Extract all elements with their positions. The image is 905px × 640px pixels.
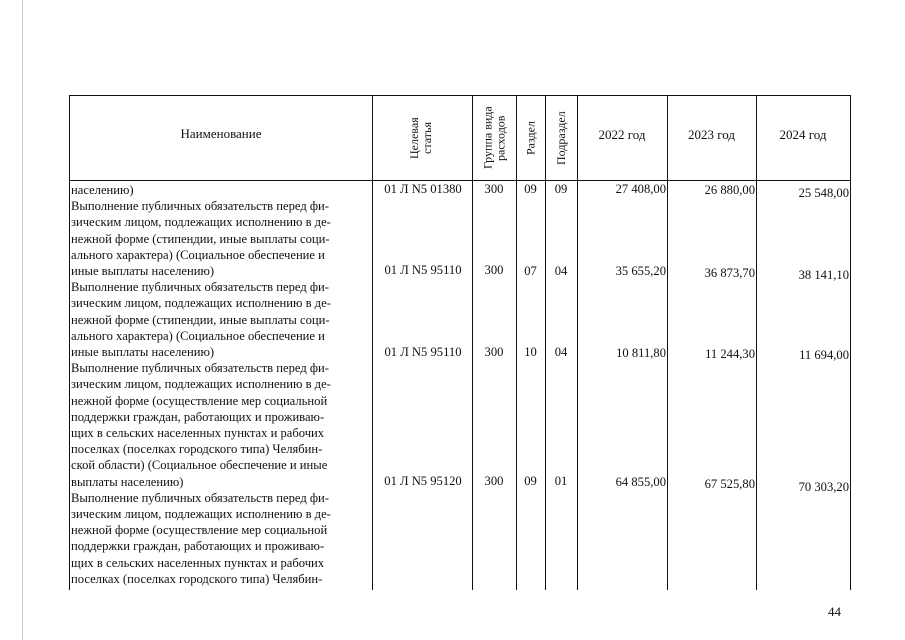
row-3-2022: 10 811,80 bbox=[616, 346, 666, 360]
header-name: Наименование bbox=[180, 126, 262, 141]
header-group: Группа вида расходов bbox=[480, 106, 508, 170]
row-4-section: 09 bbox=[524, 474, 537, 488]
row-2-2024: 38 141,10 bbox=[798, 268, 849, 282]
row-2-subsection: 04 bbox=[554, 264, 568, 278]
col-divider-2023 bbox=[756, 95, 757, 590]
header-2024: 2024 год bbox=[779, 127, 827, 142]
row-2-target: 01 Л N5 95110 bbox=[384, 263, 462, 277]
row-2-section: 07 bbox=[524, 264, 537, 278]
row-1-2022: 27 408,00 bbox=[615, 182, 666, 196]
row-3-subsection: 04 bbox=[554, 345, 568, 359]
row-1-target: 01 Л N5 01380 bbox=[384, 182, 462, 196]
page-number: 44 bbox=[828, 604, 841, 619]
row-3-section: 10 bbox=[524, 345, 537, 359]
row-2-group: 300 bbox=[484, 263, 504, 277]
row-4-group: 300 bbox=[484, 474, 504, 488]
table-left-border bbox=[69, 95, 70, 590]
row-4-2022: 64 855,00 bbox=[615, 475, 666, 489]
table-right-border bbox=[850, 95, 851, 590]
row-3-2024: 11 694,00 bbox=[799, 348, 849, 362]
col-divider-2022 bbox=[667, 95, 668, 590]
row-3-2023: 11 244,30 bbox=[705, 347, 755, 361]
row-1-2023: 26 880,00 bbox=[704, 183, 755, 197]
header-2023: 2023 год bbox=[688, 127, 735, 142]
row-1-2024: 25 548,00 bbox=[798, 186, 849, 200]
col-divider-subsection bbox=[577, 95, 578, 590]
table-top-border bbox=[69, 95, 851, 96]
row-4-target: 01 Л N5 95120 bbox=[384, 474, 462, 488]
row-4-subsection: 01 bbox=[554, 474, 568, 488]
header-target: Целевая статья bbox=[407, 117, 434, 159]
row-4-2023: 67 525,80 bbox=[704, 477, 755, 491]
row-4-2024: 70 303,20 bbox=[798, 480, 849, 494]
table-header-bottom-border bbox=[69, 180, 851, 181]
page-margin-line bbox=[22, 0, 23, 640]
header-2022: 2022 год bbox=[598, 127, 646, 142]
row-2-2022: 35 655,20 bbox=[615, 264, 666, 278]
header-section: Раздел bbox=[523, 121, 538, 155]
row-3-target: 01 Л N5 95110 bbox=[384, 345, 462, 359]
row-1-group: 300 bbox=[484, 182, 504, 196]
row-2-2023: 36 873,70 bbox=[704, 266, 755, 280]
name-column-text: населению) Выполнение публичных обязательств перед фи- зическим лицом, подлежащих исполнению в де- нежной форме (стипендии, иные выплаты соци- ального характера) (Социальное обеспечение и иные выплаты населению) Выполнение публичных обязательств перед фи- зическим лицом, подлежащих исполнению в де- нежной форме (стипендии, иные выплаты соци- ального характера) (Социальное обеспечение и иные выплаты населению) Выполнение публичных обязательств перед фи- зическим лицом, подлежащих исполнению в де- нежной форме (осуществление мер социальной поддержки граждан, работающих и проживаю- щих в сельских населенных пунктах и рабочих поселках (поселках городского типа) Челябин- ской области) (Социальное обеспечение и иные выплаты населению) Выполнение публичных обязательств перед фи- зическим лицом, подлежащих исполнению в де- нежной форме (осуществление мер социальной поддержки граждан, работающих и проживаю- щих в сельских населенных пунктах и рабочих поселках (поселках городского типа) Челябин- bbox=[71, 183, 331, 586]
header-subsection: Подраздел bbox=[554, 111, 568, 165]
col-divider-name bbox=[372, 95, 373, 590]
row-3-group: 300 bbox=[484, 345, 504, 359]
row-1-subsection: 09 bbox=[554, 182, 568, 196]
row-1-section: 09 bbox=[524, 182, 537, 196]
